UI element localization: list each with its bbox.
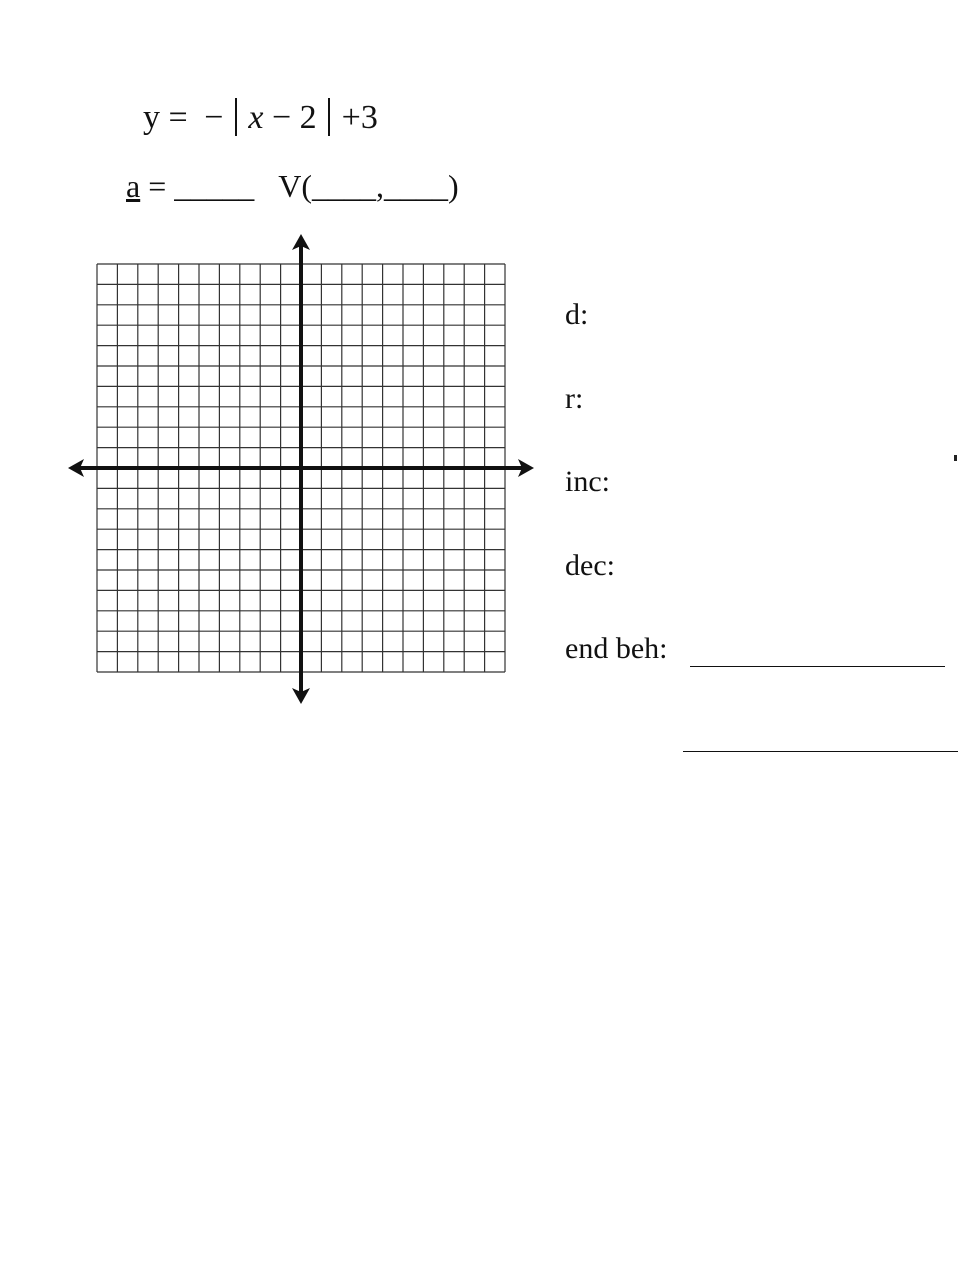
stray-mark [954, 455, 957, 461]
equation-variable: x [248, 99, 264, 136]
vertex-comma: , [376, 168, 385, 204]
a-label: a [126, 168, 141, 204]
increasing-label: inc: [565, 465, 610, 498]
coordinate-grid[interactable] [66, 234, 536, 704]
end-behavior-blank-2[interactable] [683, 751, 958, 752]
vertex-y-blank[interactable]: ____ [384, 168, 449, 204]
vertex-open: V( [278, 168, 313, 204]
equation [143, 98, 378, 136]
end-behavior-label: end beh: [565, 632, 668, 665]
equation-inner-rest: − 2 [271, 99, 317, 136]
equation-lhs: y = [143, 99, 188, 136]
decreasing-label: dec: [565, 549, 615, 582]
vertex-x-blank[interactable]: ____ [312, 168, 377, 204]
vertex-close: ) [448, 168, 459, 204]
abs-bar-right [328, 98, 330, 136]
parameters-line [126, 170, 459, 202]
domain-label: d: [565, 298, 589, 331]
a-blank[interactable]: _____ [174, 168, 255, 204]
equation-tail: +3 [341, 99, 378, 136]
end-behavior-blank-1[interactable] [690, 666, 945, 667]
range-label: r: [565, 382, 584, 415]
abs-bar-left [235, 98, 237, 136]
a-equals: = [148, 168, 167, 204]
equation-minus: − [204, 99, 224, 136]
